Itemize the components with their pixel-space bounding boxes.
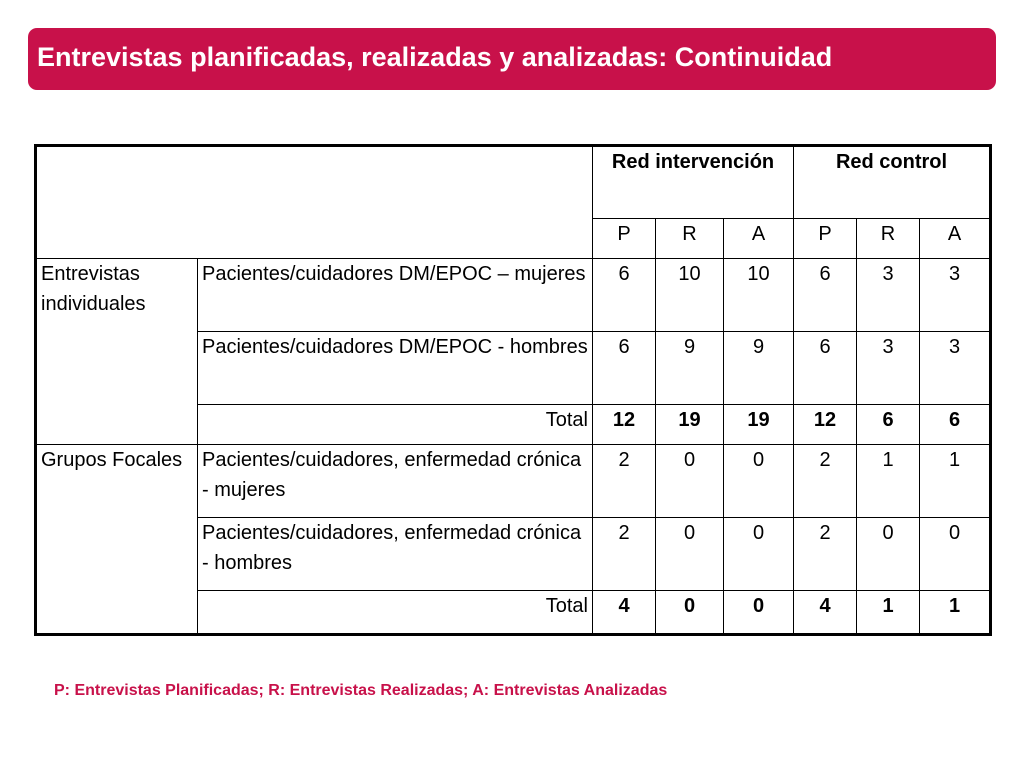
total-value-cell: 0 xyxy=(724,591,794,635)
total-value-cell: 19 xyxy=(724,405,794,445)
row-label-cell: Pacientes/cuidadores DM/EPOC – mujeres xyxy=(198,259,593,332)
value-cell: 3 xyxy=(857,259,920,332)
value-cell: 9 xyxy=(656,332,724,405)
total-value-cell: 1 xyxy=(857,591,920,635)
group-header-intervention: Red intervención xyxy=(593,146,794,219)
interviews-table xyxy=(34,144,992,636)
value-cell: 1 xyxy=(920,445,991,518)
total-value-cell: 19 xyxy=(656,405,724,445)
value-cell: 2 xyxy=(593,518,656,591)
abbreviation-legend: P: Entrevistas Planificadas; R: Entrevistas Realizadas; A: Entrevistas Analizadas xyxy=(54,682,668,699)
value-cell: 1 xyxy=(857,445,920,518)
row-label-cell: Pacientes/cuidadores, enfermedad crónica - hombres xyxy=(198,518,593,591)
title-banner xyxy=(28,28,996,90)
total-label-cell: Total xyxy=(198,405,593,445)
value-cell: 3 xyxy=(920,332,991,405)
subheader-cell: P xyxy=(794,219,857,259)
total-label-cell: Total xyxy=(198,591,593,635)
subheader-cell: R xyxy=(857,219,920,259)
value-cell: 2 xyxy=(794,445,857,518)
total-value-cell: 1 xyxy=(920,591,991,635)
value-cell: 2 xyxy=(794,518,857,591)
value-cell: 6 xyxy=(593,332,656,405)
header-row-groups xyxy=(36,146,991,219)
value-cell: 10 xyxy=(724,259,794,332)
total-value-cell: 4 xyxy=(794,591,857,635)
subheader-cell: R xyxy=(656,219,724,259)
subheader-cell: A xyxy=(724,219,794,259)
category-cell: Grupos Focales xyxy=(36,445,198,635)
table-row xyxy=(36,445,991,518)
value-cell: 0 xyxy=(656,518,724,591)
value-cell: 6 xyxy=(794,259,857,332)
group-header-control: Red control xyxy=(794,146,991,219)
value-cell: 0 xyxy=(724,445,794,518)
value-cell: 2 xyxy=(593,445,656,518)
value-cell: 0 xyxy=(857,518,920,591)
value-cell: 3 xyxy=(857,332,920,405)
row-label-cell: Pacientes/cuidadores DM/EPOC - hombres xyxy=(198,332,593,405)
total-value-cell: 6 xyxy=(857,405,920,445)
total-value-cell: 0 xyxy=(656,591,724,635)
subheader-cell: P xyxy=(593,219,656,259)
subheader-cell: A xyxy=(920,219,991,259)
page-title: Entrevistas planificadas, realizadas y analizadas: Continuidad xyxy=(37,42,833,72)
value-cell: 0 xyxy=(656,445,724,518)
value-cell: 6 xyxy=(794,332,857,405)
value-cell: 0 xyxy=(724,518,794,591)
total-value-cell: 12 xyxy=(794,405,857,445)
total-value-cell: 4 xyxy=(593,591,656,635)
category-cell: Entrevistas individuales xyxy=(36,259,198,445)
total-value-cell: 12 xyxy=(593,405,656,445)
total-value-cell: 6 xyxy=(920,405,991,445)
value-cell: 9 xyxy=(724,332,794,405)
table-row xyxy=(36,259,991,332)
value-cell: 10 xyxy=(656,259,724,332)
row-label-cell: Pacientes/cuidadores, enfermedad crónica - mujeres xyxy=(198,445,593,518)
value-cell: 0 xyxy=(920,518,991,591)
header-empty-cell xyxy=(36,146,593,259)
value-cell: 6 xyxy=(593,259,656,332)
value-cell: 3 xyxy=(920,259,991,332)
